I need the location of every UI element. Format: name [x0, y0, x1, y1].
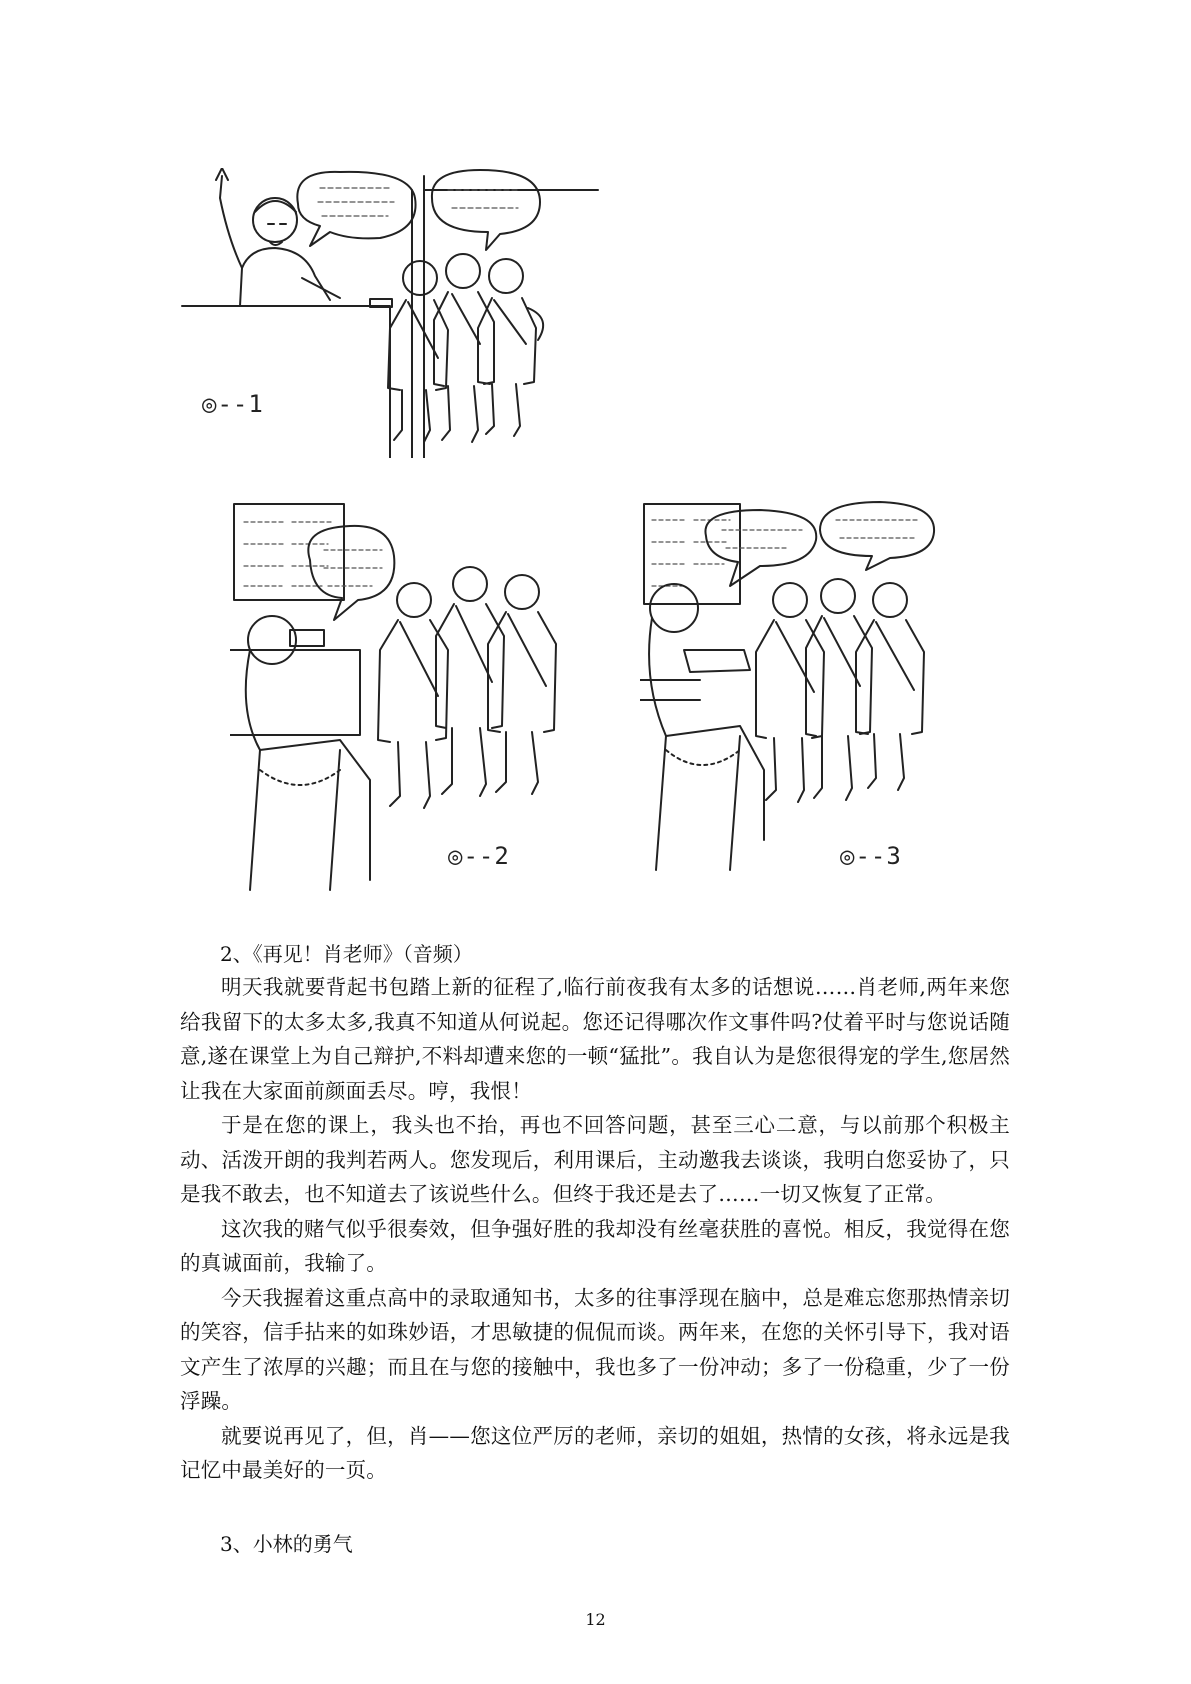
section-2-heading: 2、《再见！肖老师》（音频） — [220, 942, 473, 966]
cartoon-drawing-2 — [230, 500, 580, 900]
paragraph: 于是在您的课上，我头也不抬，再也不回答问题，甚至三心二意，与以前那个积极主动、活泼开朗的我判若两人。您发现后，利用课后，主动邀我去谈谈，我明白您妥协了，只是我不敢去，也不知道去了该说些什么。但终于我还是去了……一切又恢复了正常。 — [180, 1113, 1010, 1206]
paragraph: 这次我的赌气似乎很奏效，但争强好胜的我却没有丝毫获胜的喜悦。相反，我觉得在您的真诚面前，我输了。 — [180, 1216, 1010, 1275]
paragraph: 今天我握着这重点高中的录取通知书，太多的往事浮现在脑中，总是难忘您那热情亲切的笑容，信手拈来的如珠妙语，才思敏捷的侃侃而谈。两年来，在您的关怀引导下，我对语文产生了浓厚的兴趣；而且在与您的接触中，我也多了一份冲动；多了一份稳重，少了一份浮躁。 — [180, 1285, 1010, 1413]
paragraph: 就要说再见了，但，肖——您这位严厉的老师，亲切的姐姐，热情的女孩，将永远是我记忆中最美好的一页。 — [180, 1423, 1010, 1482]
cartoon-drawing-3 — [640, 500, 980, 900]
panel-3-label: ◎--3 — [840, 842, 902, 870]
cartoon-panel-1 — [180, 168, 600, 458]
page-number: 12 — [585, 1610, 606, 1629]
document-body — [180, 938, 1010, 1560]
cartoon-panel-3 — [640, 500, 980, 900]
panel-1-label: ◎--1 — [202, 390, 264, 418]
cartoon-panel-2 — [230, 500, 580, 900]
paragraph: 明天我就要背起书包踏上新的征程了,临行前夜我有太多的话想说……肖老师,两年来您给我留下的太多太多,我真不知道从何说起。您还记得哪次作文事件吗?仗着平时与您说话随意,遂在课堂上为自己辩护,不料却遭来您的一顿“猛批”。我自认为是您很得宠的学生,您居然让我在大家面前颜面丢尽。哼，我恨！ — [180, 975, 1010, 1103]
panel-2-label: ◎--2 — [448, 842, 510, 870]
section-3-heading: 3、小林的勇气 — [220, 1531, 353, 1556]
